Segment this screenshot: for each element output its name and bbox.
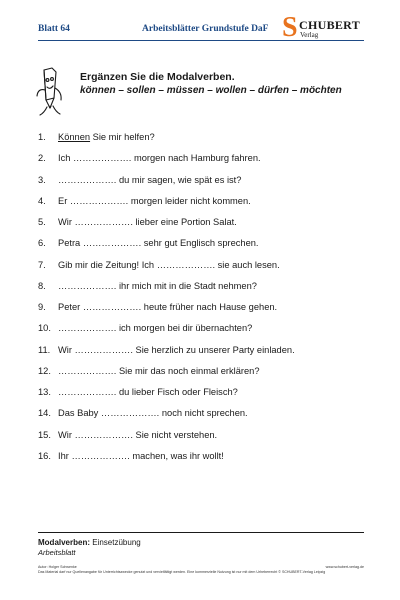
answer-blank[interactable]: ………………. [82, 238, 142, 249]
sheet-title: Arbeitsblätter Grundstufe DaF [142, 24, 269, 34]
sentence-start: Ihr [58, 450, 72, 461]
item-number: 9. [38, 302, 46, 313]
modal-verb-list: können – sollen – müssen – wollen – dürfen – möchten [80, 85, 342, 96]
item-number: 8. [38, 280, 46, 291]
item-number: 1. [38, 132, 46, 142]
exercise-item [38, 322, 368, 343]
answer-blank[interactable]: ………………. [58, 323, 117, 334]
sentence-start: Wir [58, 344, 75, 355]
answer-blank[interactable]: ………………. [58, 387, 117, 398]
sentence-start: Das Baby [58, 408, 101, 419]
exercise-item [38, 280, 368, 301]
exercise-item [38, 152, 368, 173]
sentence-end: Sie mir helfen? [90, 132, 155, 142]
sentence-end: Sie herzlich zu unserer Party einladen. [132, 344, 295, 355]
sentence-start: Wir [58, 429, 75, 440]
answer-blank[interactable]: ………………. [73, 153, 132, 164]
sentence-start: Petra [58, 238, 83, 249]
footer-legal-right [326, 565, 364, 570]
footer-title-type: Einsetzübung [90, 538, 141, 547]
footer-legal-left [38, 565, 325, 575]
item-number: 16. [38, 450, 51, 461]
item-number: 13. [38, 387, 51, 398]
answer-blank[interactable]: ………………. [100, 408, 160, 419]
sentence-start: Peter [58, 302, 83, 313]
sentence-end: sehr gut Englisch sprechen. [141, 238, 259, 249]
sentence-end: du mir sagen, wie spät es ist? [116, 174, 242, 185]
footer-subtitle: Arbeitsblatt [38, 548, 76, 557]
exercise-item [38, 301, 368, 322]
logo-letter: S [282, 12, 298, 43]
pencil-mascot-icon [34, 66, 66, 118]
publisher-website: www.schubert-verlag.de [325, 565, 364, 569]
sentence-end: morgen nach Hamburg fahren. [131, 153, 261, 164]
sheet-number: Blatt 64 [38, 24, 70, 34]
page-header [38, 12, 364, 46]
item-number: 6. [38, 238, 46, 249]
item-number: 2. [38, 153, 46, 164]
exercise-item [38, 216, 368, 237]
answer-blank[interactable]: ………………. [58, 174, 117, 185]
sentence-end: morgen leider nicht kommen. [128, 195, 251, 206]
item-number: 15. [38, 429, 51, 440]
sentence-end: noch nicht sprechen. [159, 408, 248, 419]
header-divider [38, 40, 364, 41]
sentence-end: du lieber Fisch oder Fleisch? [116, 387, 238, 398]
sentence-start: Ich [58, 153, 73, 164]
answer-blank[interactable]: ………………. [74, 429, 133, 440]
usage-notice: Das Material darf nur Quellenangabe für Unterrichtszwecke genutzt und vervielfältigt werden. Eine kommerzielle Nutzung ist nur mit dem Urheberrecht © SCHUBERT-Verlag Leipzig [38, 570, 326, 574]
answer-blank[interactable]: ………………. [58, 365, 117, 376]
answer-blank[interactable]: ………………. [74, 217, 133, 228]
sentence-start: Gib mir die Zeitung! Ich [58, 259, 157, 270]
sentence-start: Wir [58, 217, 75, 228]
item-number: 7. [38, 259, 46, 270]
instruction-text: Ergänzen Sie die Modalverben. [80, 71, 235, 83]
footer-divider [38, 532, 364, 533]
answer-blank[interactable]: ………………. [58, 280, 117, 291]
exercise-item [38, 195, 368, 216]
item-number: 3. [38, 174, 46, 185]
answer-blank[interactable]: ………………. [71, 450, 130, 461]
exercise-item [38, 365, 368, 386]
sentence-end: machen, was ihr wollt! [129, 450, 224, 461]
author-credit: Autor: Holger Schwenke [38, 565, 77, 569]
logo-subtitle: Verlag [300, 31, 319, 39]
answer-blank[interactable]: ………………. [69, 195, 129, 206]
exercise-item [38, 429, 368, 450]
exercise-item [38, 450, 368, 471]
sentence-start: Er [58, 195, 70, 206]
answer-blank[interactable]: ………………. [82, 302, 142, 313]
example-answer: Können [58, 132, 91, 142]
item-number: 14. [38, 408, 51, 419]
exercise-item [38, 259, 368, 280]
sentence-end: ich morgen bei dir übernachten? [116, 323, 253, 334]
sentence-end: Sie nicht verstehen. [132, 429, 218, 440]
exercise-item [38, 174, 368, 195]
task-instructions [80, 70, 370, 98]
sentence-end: Sie mir das noch einmal erklären? [116, 365, 260, 376]
exercise-item [38, 131, 368, 152]
sentence-end: sie auch lesen. [215, 259, 280, 270]
exercise-item [38, 407, 368, 428]
exercise-item [38, 344, 368, 365]
footer-title [38, 538, 141, 547]
sentence-end: lieber eine Portion Salat. [132, 217, 237, 228]
item-number: 11. [38, 344, 51, 355]
exercise-list [38, 131, 368, 471]
sentence-end: ihr mich mit in die Stadt nehmen? [116, 280, 257, 291]
answer-blank[interactable]: ………………. [74, 344, 133, 355]
item-number: 5. [38, 217, 46, 228]
logo-word: CHUBERT [299, 18, 361, 32]
exercise-item [38, 237, 368, 258]
item-number: 4. [38, 195, 46, 206]
answer-blank[interactable]: ………………. [156, 259, 216, 270]
sentence-end: heute früher nach Hause gehen. [141, 302, 278, 313]
footer-title-topic: Modalverben: [38, 538, 91, 547]
item-number: 10. [38, 323, 51, 334]
item-number: 12. [38, 365, 51, 376]
exercise-item [38, 386, 368, 407]
